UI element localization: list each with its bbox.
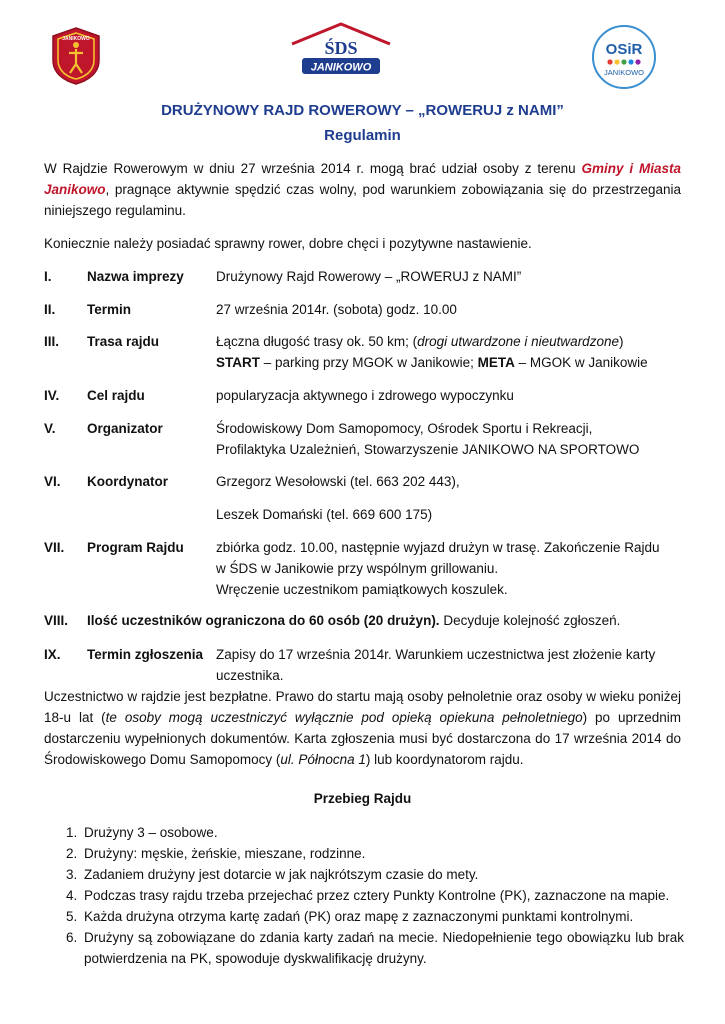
route-length-line xyxy=(216,331,686,352)
section-value: 27 września 2014r. (sobota) godz. 10.00 xyxy=(216,302,457,317)
program-line-1: zbiórka godz. 10.00, następnie wyjazd drużyn w trasę. Zakończenie Rajdu xyxy=(216,540,660,555)
section-number: III. xyxy=(44,334,60,349)
participation-address: ul. Północna 1 xyxy=(280,752,366,767)
program-line-2: w ŚDS w Janikowie przy wspólnym grillowaniu. xyxy=(216,561,499,576)
list-item xyxy=(44,927,684,969)
route-surface: drogi utwardzone i nieutwardzone xyxy=(417,334,619,349)
intro-text-2: , pragnące aktywnie spędzić czas wolny, pod warunkiem zobowiązania się do przestrzegania niniejszego regulaminu. xyxy=(44,182,681,218)
intro-highlight: Gminy i Miasta Janikowo xyxy=(44,161,681,197)
list-number: 1. xyxy=(66,825,78,840)
section-number: V. xyxy=(44,421,56,436)
rules-list xyxy=(44,822,684,969)
section-label: Cel rajdu xyxy=(87,388,145,403)
svg-text:OSiR: OSiR xyxy=(605,41,643,58)
list-item xyxy=(44,843,684,864)
list-item xyxy=(44,822,684,843)
participants-limit-bold: Ilość uczestników ograniczona do 60 osób (20 drużyn). xyxy=(87,613,440,628)
section-number: IX. xyxy=(44,647,61,662)
section-number: IV. xyxy=(44,388,60,403)
section-label: Termin zgłoszenia xyxy=(87,647,204,662)
list-number: 4. xyxy=(66,888,78,903)
document-subtitle: Regulamin xyxy=(324,127,401,144)
list-text: Zadaniem drużyny jest dotarcie w jak najkrótszym czasie do mety. xyxy=(84,867,479,882)
list-number: 2. xyxy=(66,846,78,861)
coordinator-1: Grzegorz Wesołowski (tel. 663 202 443), xyxy=(216,474,460,489)
section-number: VIII. xyxy=(44,613,69,628)
section-value: popularyzacja aktywnego i zdrowego wypoczynku xyxy=(216,388,514,403)
participation-text-2: ) po uprzednim dostarczeniu wypełnionych dokumentów. Karta zgłoszenia musi być dostarczona do 17 września 2014 do Środowiskowego Domu Samopomocy ( xyxy=(44,710,682,767)
document-title: DRUŻYNOWY RAJD ROWEROWY – „ROWERUJ z NAMI” xyxy=(161,102,564,119)
list-number: 6. xyxy=(66,930,78,945)
route-close: ) xyxy=(618,334,624,349)
sds-janikowo-logo xyxy=(288,22,394,80)
start-text: – parking przy MGOK w Janikowie; xyxy=(260,355,478,370)
section-value xyxy=(216,537,686,600)
svg-text:ŚDS: ŚDS xyxy=(324,38,358,58)
svg-text:JANIKOWO: JANIKOWO xyxy=(62,36,90,42)
section-value xyxy=(216,418,686,460)
meta-label: META xyxy=(477,355,515,370)
section-value: Drużynowy Rajd Rowerowy – „ROWERUJ z NAMI” xyxy=(216,269,522,284)
course-heading: Przebieg Rajdu xyxy=(313,791,412,806)
participation-text-3: ) lub koordynatorom rajdu. xyxy=(365,752,524,767)
organizer-line-1: Środowiskowy Dom Samopomocy, Ośrodek Sportu i Rekreacji, xyxy=(216,421,593,436)
section-number: II. xyxy=(44,302,56,317)
participants-limit-rest: Decyduje kolejność zgłoszeń. xyxy=(439,613,621,628)
section-number: VI. xyxy=(44,474,61,489)
registration-line-2: uczestnika. xyxy=(216,668,284,683)
logo-bar xyxy=(0,22,725,92)
route-text: Łączna długość trasy ok. 50 km; ( xyxy=(216,334,418,349)
janikowo-na-sportowo-logo xyxy=(50,26,102,86)
list-text: Drużyny 3 – osobowe. xyxy=(84,825,218,840)
section-label: Program Rajdu xyxy=(87,540,184,555)
intro-paragraph xyxy=(44,158,681,221)
meta-text: – MGOK w Janikowie xyxy=(514,355,648,370)
svg-text:JANIKOWO: JANIKOWO xyxy=(310,61,372,74)
section-value xyxy=(216,644,686,686)
list-item xyxy=(44,864,684,885)
program-line-3: Wręczenie uczestnikom pamiątkowych koszulek. xyxy=(216,582,508,597)
list-text: Drużyny: męskie, żeńskie, mieszane, rodzinne. xyxy=(84,846,366,861)
coordinator-2: Leszek Domański (tel. 669 600 175) xyxy=(216,507,433,522)
list-number: 5. xyxy=(66,909,78,924)
registration-line-1: Zapisy do 17 września 2014r. Warunkiem uczestnictwa jest złożenie karty xyxy=(216,647,656,662)
section-label: Termin xyxy=(87,302,132,317)
start-label: START xyxy=(216,355,260,370)
section-label: Organizator xyxy=(87,421,163,436)
participation-italic-1: te osoby mogą uczestniczyć wyłącznie pod opieką opiekuna pełnoletniego xyxy=(105,710,583,725)
requirement-paragraph: Koniecznie należy posiadać sprawny rower, dobre chęci i pozytywne nastawienie. xyxy=(44,236,532,251)
section-label: Nazwa imprezy xyxy=(87,269,184,284)
section-value xyxy=(216,471,686,525)
participants-limit xyxy=(87,610,620,631)
osir-janikowo-logo xyxy=(588,24,660,90)
svg-text:JANIKOWO: JANIKOWO xyxy=(603,68,645,77)
list-text: Każda drużyna otrzyma kartę zadań (PK) oraz mapę z zaznaczonymi punktami kontrolnymi. xyxy=(84,909,634,924)
start-meta-line xyxy=(216,352,686,373)
list-number: 3. xyxy=(66,867,78,882)
intro-text-1: W Rajdzie Rowerowym w dniu 27 września 2014 r. mogą brać udział osoby z terenu xyxy=(44,161,582,176)
section-value xyxy=(216,331,686,373)
participation-text-1: Uczestnictwo w rajdzie jest bezpłatne. Prawo do startu mają osoby pełnoletnie oraz osoby w wieku poniżej 18-u lat ( xyxy=(44,689,681,725)
section-number: I. xyxy=(44,269,52,284)
list-text: Drużyny są zobowiązane do zdania karty zadań na mecie. Niedopełnienie tego obowiązku lub brak potwierdzenia na PK, spowoduje dyskwalifikację drużyny. xyxy=(84,930,684,966)
section-number: VII. xyxy=(44,540,65,555)
list-text: Podczas trasy rajdu trzeba przejechać przez cztery Punkty Kontrolne (PK), zaznaczone na mapie. xyxy=(84,888,670,903)
list-item xyxy=(44,906,684,927)
section-label: Koordynator xyxy=(87,474,168,489)
organizer-line-2: Profilaktyka Uzależnień, Stowarzyszenie JANIKOWO NA SPORTOWO xyxy=(216,442,640,457)
participation-paragraph xyxy=(44,686,681,770)
list-item xyxy=(44,885,684,906)
section-label: Trasa rajdu xyxy=(87,334,160,349)
